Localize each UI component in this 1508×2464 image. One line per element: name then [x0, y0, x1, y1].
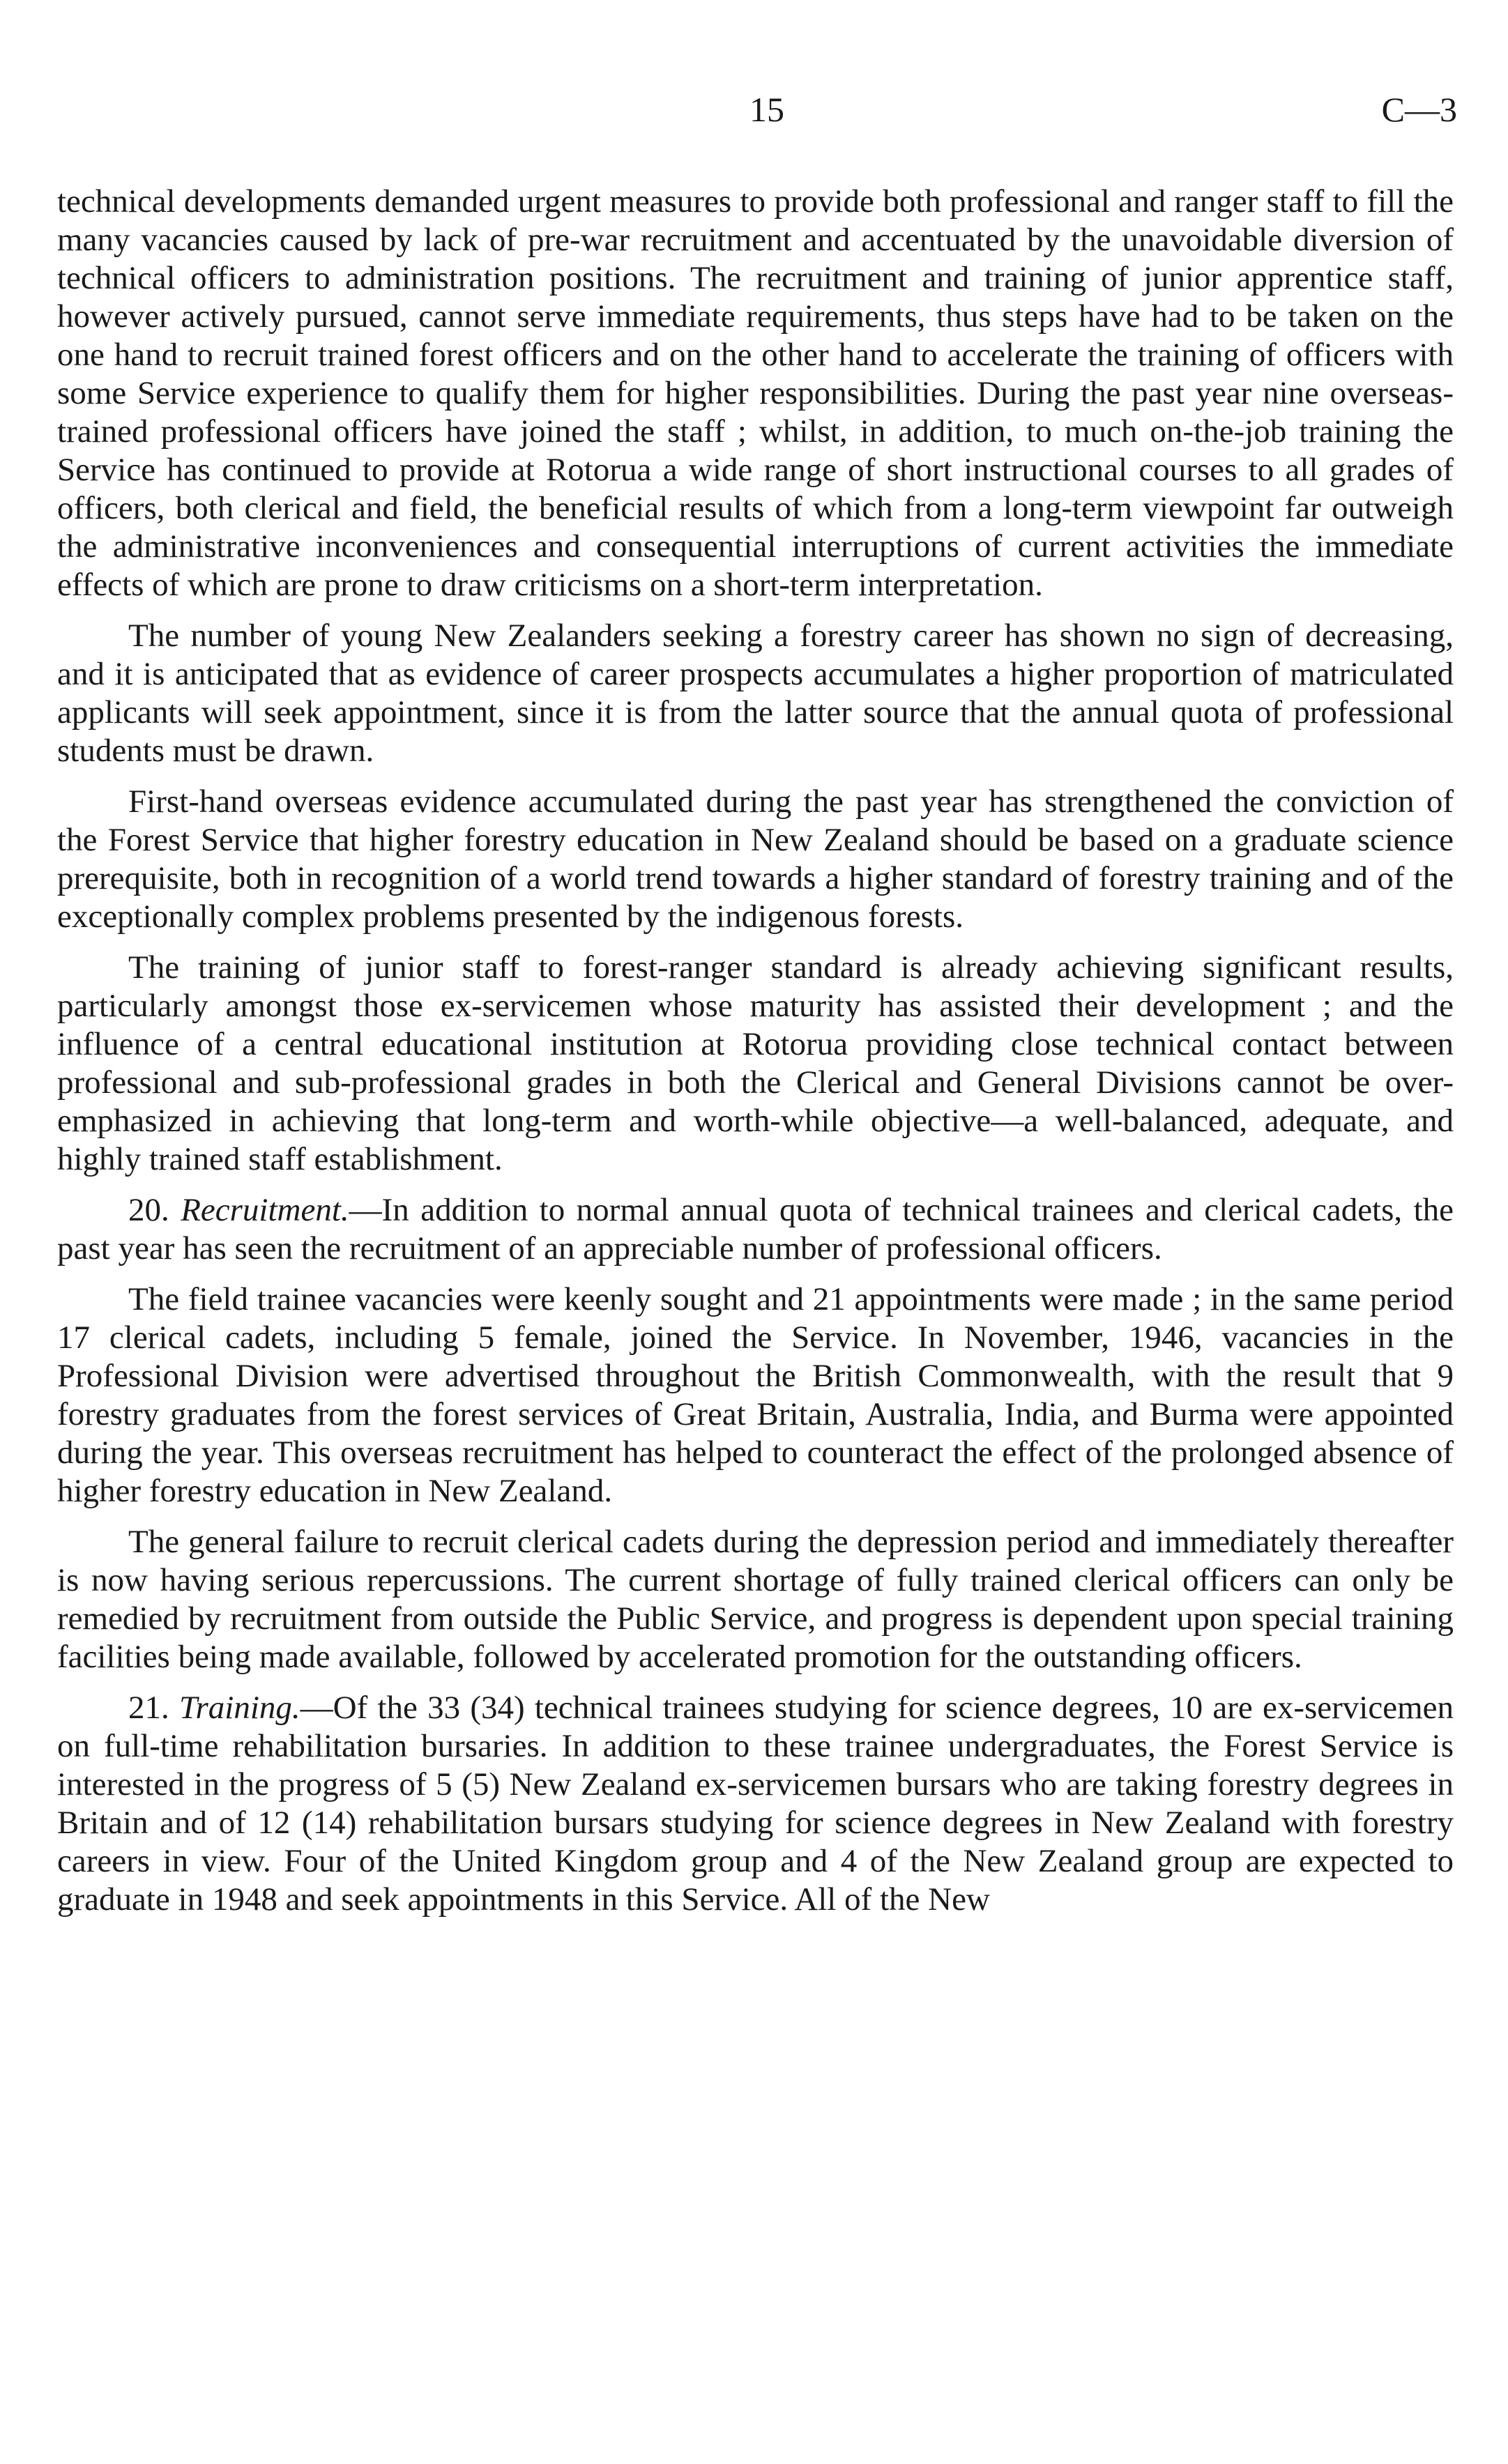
section-heading: Training.	[178, 1690, 300, 1726]
section-text: —In addition to normal annual quota of technical trainees and clerical cadets, the past year has seen the recruitment of an appreciable number of professional officers.	[57, 1192, 1454, 1267]
paragraph: The general failure to recruit clerical cadets during the depression period and immediately thereafter is now having serious repercussions. The current shortage of fully trained clerical officers can only be remedied by recruitment from outside the Public Service, and progress is dependent upon special training facilities being made available, followed by accelerated promotion for the outstanding officers.	[57, 1524, 1454, 1675]
section-number: 21.	[128, 1690, 169, 1726]
section-heading: Recruitment.	[181, 1192, 349, 1228]
section-number: 20.	[128, 1192, 169, 1228]
paragraph: technical developments demanded urgent measures to provide both professional and ranger staff to fill the many vacancies caused by lack of pre-war recruitment and accentuated by the unavoidable diversion of technical officers to administration positions. The recruitment and training of junior apprentice staff, however actively pursued, cannot serve immediate requirements, thus steps have had to be taken on the one hand to recruit trained forest officers and on the other hand to accelerate the training of officers with some Service experience to qualify them for higher responsibilities. During the past year nine overseas-trained professional officers have joined the staff ; whilst, in addition, to much on-the-job training the Service has continued to provide at Rotorua a wide range of short instructional courses to all grades of officers, both clerical and field, the beneficial results of which from a long-term viewpoint far outweigh the administrative inconveniences and consequential interruptions of current activities the immediate effects of which are prone to draw criticisms on a short-term interpretation.	[57, 183, 1454, 603]
section-text: —Of the 33 (34) technical trainees studying for science degrees, 10 are ex-servicemen on full-time rehabilitation bursaries. In addition to these trainee undergraduates, the Forest Service is interested in the progress of 5 (5) New Zealand ex-servicemen bursars who are taking forestry degrees in Britain and of 12 (14) rehabilitation bursars studying for science degrees in New Zealand with forestry careers in view. Four of the United Kingdom group and 4 of the New Zealand group are expected to graduate in 1948 and seek appointments in this Service. All of the New	[57, 1690, 1454, 1918]
body-text	[57, 183, 1454, 1931]
page-number: 15	[749, 90, 784, 129]
paragraph: The training of junior staff to forest-ranger standard is already achieving significant results, particularly amongst those ex-servicemen whose maturity has assisted their development ; and the influence of a central educational institution at Rotorua providing close technical contact between professional and sub-professional grades in both the Clerical and General Divisions cannot be over-emphasized in achieving that long-term and worth-while objective—a well-balanced, adequate, and highly trained staff establishment.	[57, 949, 1454, 1177]
section-training	[57, 1689, 1454, 1919]
document-reference: C—3	[1381, 90, 1457, 129]
paragraph: First-hand overseas evidence accumulated during the past year has strengthened the conviction of the Forest Service that higher forestry education in New Zealand should be based on a graduate science prerequisite, both in recognition of a world trend towards a higher standard of forestry training and of the exceptionally complex problems presented by the indigenous forests.	[57, 783, 1454, 935]
paragraph: The field trainee vacancies were keenly sought and 21 appointments were made ; in the same period 17 clerical cadets, including 5 female, joined the Service. In November, 1946, vacancies in the Professional Division were advertised throughout the British Commonwealth, with the result that 9 forestry graduates from the forest services of Great Britain, Australia, India, and Burma were appointed during the year. This overseas recruitment has helped to counteract the effect of the prolonged absence of higher forestry education in New Zealand.	[57, 1281, 1454, 1509]
paragraph: The number of young New Zealanders seeking a forestry career has shown no sign of decreasing, and it is anticipated that as evidence of career prospects accumulates a higher proportion of matriculated applicants will seek appointment, since it is from the latter source that the annual quota of professional students must be drawn.	[57, 618, 1454, 769]
section-recruitment	[57, 1191, 1454, 1268]
